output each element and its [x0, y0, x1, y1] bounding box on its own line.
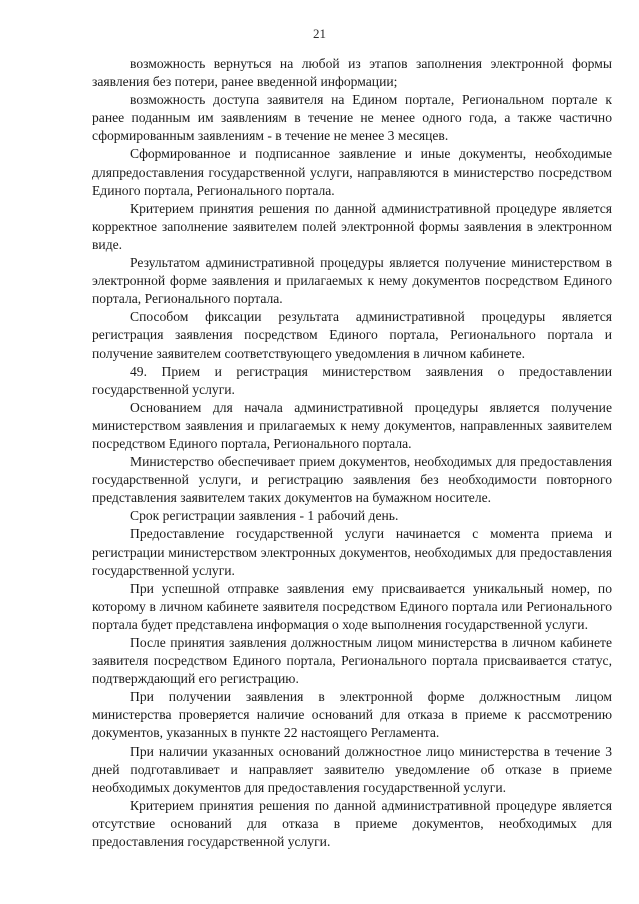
- paragraph: Сформированное и подписанное заявление и иные документы, необходимые дляпредоставления государственной услуги, направляются в министерство посредством Единого портала, Регионального портала.: [92, 146, 612, 198]
- paragraph: При получении заявления в электронной форме должностным лицом министерства проверяется наличие оснований для отказа в приеме к рассмотрению документов, указанных в пункте 22 настоящего Регламента.: [92, 689, 612, 741]
- paragraph: После принятия заявления должностным лицом министерства в личном кабинете заявителя посредством Единого портала, Регионального портала присваивается статус, подтверждающий его регистрацию.: [92, 635, 612, 687]
- paragraph: Способом фиксации результата административной процедуры является регистрация заявления посредством Единого портала, Регионального портала и получение заявителем соответствующего уведомления в личном кабинете.: [92, 309, 612, 361]
- paragraph: Министерство обеспечивает прием документов, необходимых для предоставления государственной услуги, и регистрацию заявления без необходимости повторного представления заявителем таких документов на бумажном носителе.: [92, 454, 612, 506]
- paragraph: При наличии указанных оснований должностное лицо министерства в течение 3 дней подготавливает и направляет заявителю уведомление об отказе в приеме необходимых документов для предоставления государственной услуги.: [92, 743, 612, 795]
- paragraph: При успешной отправке заявления ему присваивается уникальный номер, по которому в личном кабинете заявителя посредством Единого портала или Регионального портала будет представлена информация о ходе выполнения государственной услуги.: [92, 580, 612, 632]
- document-body: [92, 55, 612, 851]
- paragraph: Основанием для начала административной процедуры является получение министерством заявления и прилагаемых к нему документов, направленных заявителем посредством Единого портала, Регионального портала.: [92, 399, 612, 451]
- section-heading-paragraph: 49. Прием и регистрация министерством заявления о предоставлении государственной услуги.: [92, 363, 612, 397]
- paragraph: Критерием принятия решения по данной административной процедуре является корректное заполнение заявителем полей электронной формы заявления в электронном виде.: [92, 200, 612, 252]
- paragraph: Критерием принятия решения по данной административной процедуре является отсутствие оснований для отказа в приеме документов, необходимых для предоставления государственной услуги.: [92, 797, 612, 850]
- paragraph: Результатом административной процедуры является получение министерством в электронной форме заявления и прилагаемых к нему документов посредством Единого портала, Регионального портала.: [92, 255, 612, 307]
- page-number: 21: [313, 26, 326, 41]
- paragraph: возможность доступа заявителя на Едином портале, Региональном портале к ранее поданным им заявлениям в течение не менее одного года, а также частично сформированным заявлениям - в течение не менее 3 месяцев.: [92, 92, 612, 144]
- paragraph: Срок регистрации заявления - 1 рабочий день.: [130, 508, 399, 524]
- paragraph: Предоставление государственной услуги начинается с момента приема и регистрации министерством электронных документов, необходимых для предоставления государственной услуги.: [92, 526, 612, 578]
- paragraph: возможность вернуться на любой из этапов заполнения электронной формы заявления без потери, ранее введенной информации;: [92, 56, 612, 90]
